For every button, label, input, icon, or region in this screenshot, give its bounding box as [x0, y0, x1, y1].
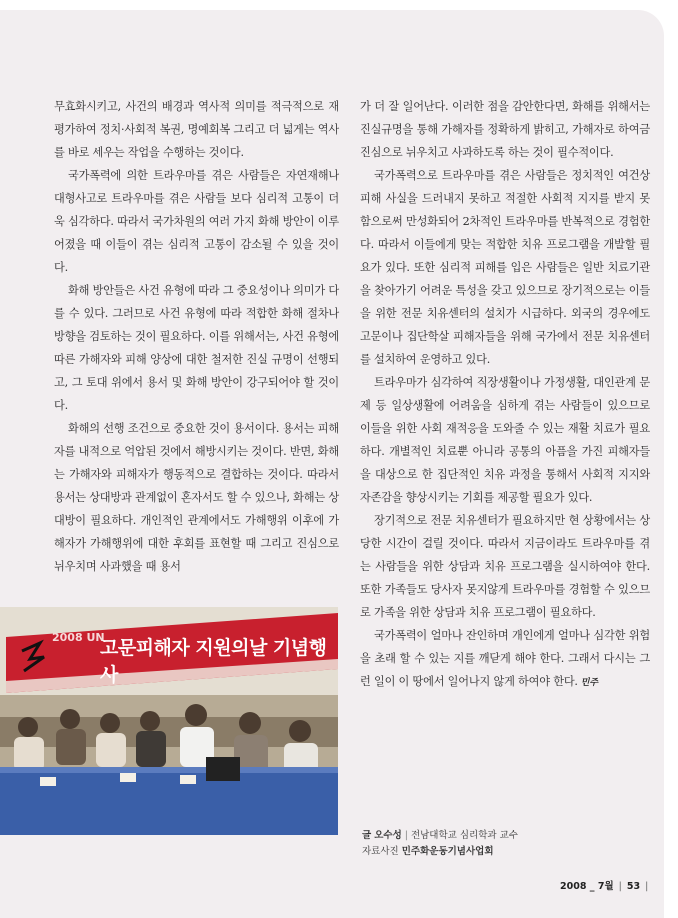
- right-text-column: [360, 95, 650, 695]
- end-mark-icon: 민주: [580, 678, 598, 688]
- footer-year: 2008: [560, 881, 587, 892]
- footer-divider: |: [618, 881, 622, 892]
- banner-year: 2008 UN: [52, 631, 105, 644]
- banner-title: 고문피해자 지원의날 기념행사: [100, 637, 327, 686]
- page-footer: [560, 878, 653, 892]
- photo-source: 민주화운동기념사업회: [401, 846, 494, 857]
- event-photo: [0, 607, 338, 835]
- paragraph: 가 더 잘 일어난다. 이러한 점을 감안한다면, 화해를 위해서는 진실규명을 통해 가해자를 정확하게 밝히고, 가해자로 하여금 진심으로 뉘우치고 사과하도록 하는 것이 필수적이다.: [360, 100, 650, 159]
- credit-divider: |: [404, 830, 408, 841]
- credit-block: [362, 828, 518, 860]
- author-label: 글: [362, 830, 372, 841]
- page-number: 53: [626, 881, 641, 892]
- author-affiliation: 전남대학교 심리학과 교수: [410, 830, 518, 841]
- footer-month: 7월: [597, 881, 614, 892]
- footer-divider: |: [645, 881, 649, 892]
- photo-credit: [362, 844, 518, 860]
- footer-sep: _: [589, 881, 595, 892]
- author-credit: [362, 828, 518, 844]
- author-name: 오수성: [374, 830, 402, 841]
- paragraph: 화해 방안들은 사건 유형에 따라 그 중요성이나 의미가 다를 수 있다. 그러므로 사건 유형에 따라 적합한 화해 절차나 방향을 검토하는 것이 필요하다. 이를 위해서는, 사건 유형에 따른 가해자와 피해 양상에 대한 철저한 진실 규명이 선행되고, 그 토대 위에서 용서 및 화해 방안이 강구되어야 할 것이다.: [54, 284, 339, 412]
- paragraph: 국가폭력으로 트라우마를 겪은 사람들은 정치적인 여건상 피해 사실을 드러내지 못하고 적절한 사회적 지지를 받지 못함으로써 만성화되어 2차적인 트라우마를 반복적으로 경험한다. 따라서 이들에게 맞는 적합한 치유 프로그램을 개발할 필요가 있다. 또한 심리적 피해를 입은 사람들은 일반 치료기관을 찾아가기 어려운 특성을 갖고 있으므로 장기적으로는 이들을 위한 전문 치유센터의 설치가 시급하다. 외국의 경우에도 고문이나 집단학살 피해자들을 위해 국가에서 전문 치유센터를 설치하여 운영하고 있다.: [360, 169, 650, 366]
- paragraph: 화해의 선행 조건으로 중요한 것이 용서이다. 용서는 피해자를 내적으로 억압된 것에서 해방시키는 것이다. 반면, 화해는 가해자와 피해자가 행동적으로 결합하는 것이다. 따라서 용서는 상대방과 관계없이 혼자서도 할 수 있으나, 화해는 상대방이 필요하다. 개인적인 관계에서도 가해행위 이후에 가해자가 가해행위에 대한 후회를 표현할 때 그리고 진심으로 뉘우치며 사과했을 때 용서: [54, 422, 339, 573]
- left-text-column: [54, 95, 339, 578]
- paragraph-last: [360, 624, 650, 695]
- paragraph: 국가폭력에 의한 트라우마를 겪은 사람들은 자연재해나 대형사고로 트라우마를 겪은 사람들 보다 심리적 고통이 더욱 심각하다. 따라서 국가차원의 여러 가지 화해 방안이 이루어졌을 때 이들이 겪는 심리적 고통이 감소될 수 있을 것이다.: [54, 169, 339, 274]
- paragraph-last-text: 국가폭력이 얼마나 잔인하며 개인에게 얼마나 심각한 위험을 초래 할 수 있는 지를 깨닫게 해야 한다. 그래서 다시는 그런 일이 이 땅에서 일어나지 않게 하여야 한다.: [360, 629, 650, 688]
- paragraph: 무효화시키고, 사건의 배경과 역사적 의미를 적극적으로 재평가하여 정치·사회적 복권, 명예회복 그리고 더 넓게는 역사를 바로 세우는 작업을 수행하는 것이다.: [54, 100, 339, 159]
- paragraph: 트라우마가 심각하여 직장생활이나 가정생활, 대인관계 문제 등 일상생활에 어려움을 심하게 겪는 사람들이 있으므로 이들을 위한 사회 재적응을 도와줄 수 있는 재활 치료가 필요하다. 개별적인 치료뿐 아니라 공통의 아픔을 가진 피해자들을 대상으로 한 집단적인 치유 과정을 통해서 사회적 지지와 자존감을 향상시키는 기회를 제공할 필요가 있다.: [360, 376, 650, 504]
- photo-label: 자료사진: [362, 846, 399, 857]
- paragraph: 장기적으로 전문 치유센터가 필요하지만 현 상황에서는 상당한 시간이 걸릴 것이다. 따라서 지금이라도 트라우마를 겪는 사람들을 위한 상담과 치유 프로그램을 실시하여야 한다. 또한 가족들도 당사자 못지않게 트라우마를 경험할 수 있으므로 가족을 위한 상담과 치유 프로그램이 필요하다.: [360, 514, 650, 619]
